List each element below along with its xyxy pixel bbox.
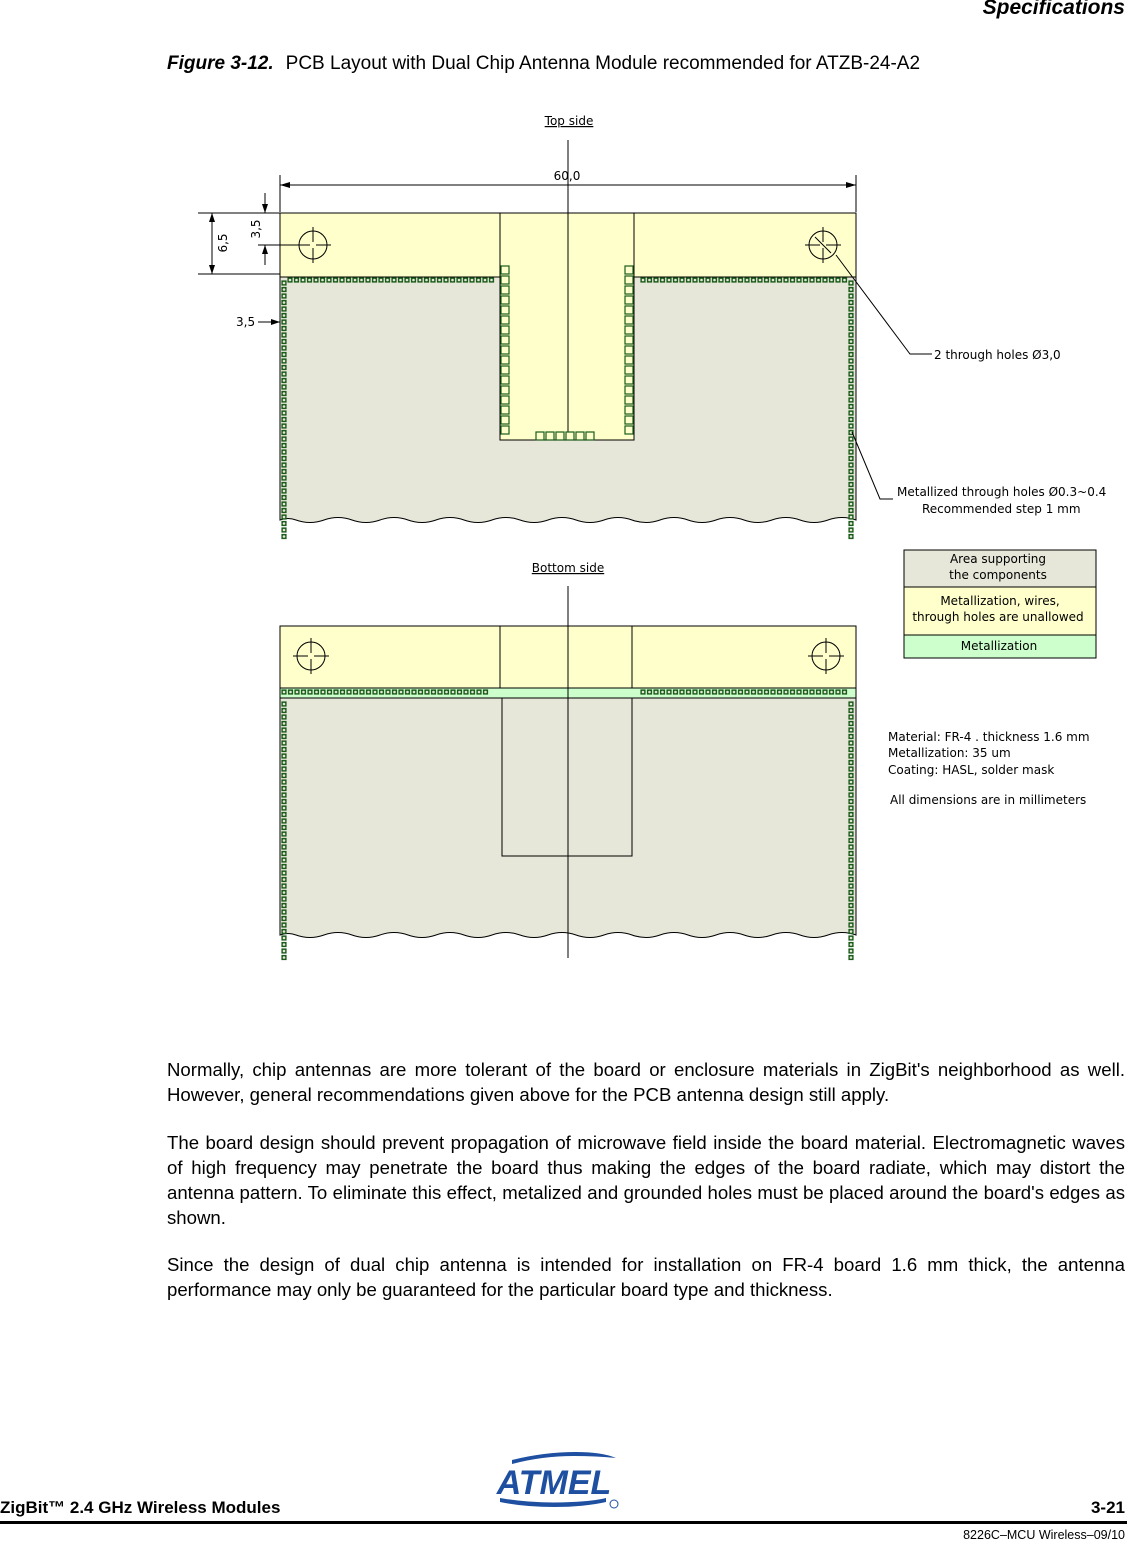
figure-caption <box>167 53 920 75</box>
bottom-side-label: Bottom side <box>531 561 605 575</box>
legend-metallization: Metallization <box>960 639 1038 653</box>
legend-unallowed-line2: through holes are unallowed <box>912 610 1084 624</box>
footer-rule <box>0 1521 1127 1524</box>
width-dimension: 60,0 <box>553 169 581 183</box>
holes-note: 2 through holes Ø3,0 <box>934 348 1061 362</box>
figure-title: PCB Layout with Dual Chip Antenna Module recommended for ATZB-24-A2 <box>285 53 921 74</box>
dim-6-5: 6,5 <box>216 233 230 253</box>
paragraph-1: Normally, chip antennas are more tolerant of the board or enclosure materials in ZigBit's neighborhood as well. However, general recommendations given above for the PCB antenna design still apply. <box>167 1059 1125 1105</box>
page-number: 3-21 <box>1090 1498 1125 1517</box>
pcb-layout-figure <box>0 95 1127 975</box>
dim-3-5-vertical: 3,5 <box>249 219 263 239</box>
top-side-label: Top side <box>544 114 594 128</box>
metallized-holes-note: Metallized through holes Ø0.3~0.4 <box>897 485 1107 499</box>
metallization-note: Metallization: 35 um <box>888 746 1011 760</box>
dimensions-note: All dimensions are in millimeters <box>890 793 1087 807</box>
section-header: Specifications <box>982 0 1125 19</box>
legend <box>904 550 1096 658</box>
paragraph-2: The board design should prevent propagation of microwave field inside the board material. Electromagnetic waves of high frequency may penetrate the board thus making the edges of the board radiate, which may distort the antenna pattern. To eliminate this effect, metalized and grounded holes must be placed around the board's edges as shown. <box>167 1132 1125 1228</box>
recommended-step-note: Recommended step 1 mm <box>922 502 1081 516</box>
paragraph-3: Since the design of dual chip antenna is intended for installation on FR-4 board 1.6 mm thick, the antenna performance may only be guaranteed for the particular board type and thickness. <box>167 1254 1125 1300</box>
coating-note: Coating: HASL, solder mask <box>888 763 1055 777</box>
svg-text:ATMEL: ATMEL <box>496 1464 612 1502</box>
legend-unallowed-line1: Metallization, wires, <box>940 594 1060 608</box>
figure-number: Figure 3-12. <box>167 53 274 74</box>
legend-area-line1: Area supporting <box>949 552 1047 566</box>
document-id: 8226C–MCU Wireless–09/10 <box>963 1528 1125 1542</box>
material-note: Material: FR-4 . thickness 1.6 mm <box>888 730 1090 744</box>
atmel-logo <box>494 1452 620 1518</box>
footer-title: ZigBit™ 2.4 GHz Wireless Modules <box>0 1498 281 1517</box>
dim-3-5-horizontal: 3,5 <box>236 315 256 329</box>
legend-area-line2: the components <box>949 568 1047 582</box>
